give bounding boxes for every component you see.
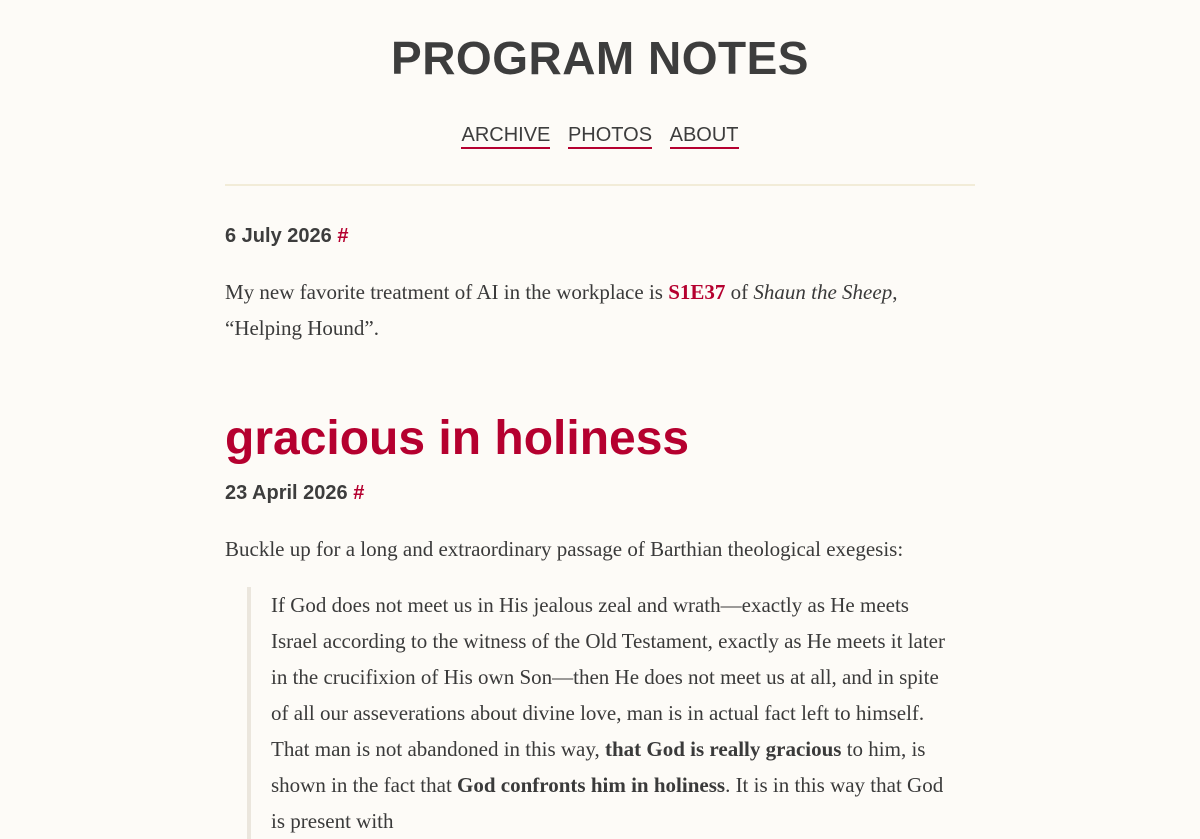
quote-text: . It is in this way that God is present with: [271, 773, 944, 833]
post-body-text: , “Helping Hound”.: [225, 280, 898, 340]
post-body-text: My new favorite treatment of AI in the workplace is: [225, 280, 669, 304]
quote-emphasis: God confronts him in holiness: [457, 773, 726, 797]
post-permalink[interactable]: #: [353, 482, 365, 504]
header-divider: [225, 184, 975, 186]
site-title[interactable]: PROGRAM NOTES: [391, 32, 809, 84]
post: [225, 410, 975, 839]
post: [225, 224, 975, 346]
blockquote: [247, 587, 951, 839]
post-intro: Buckle up for a long and extraordinary passage of Barthian theological exegesis:: [225, 537, 904, 561]
nav-archive-link[interactable]: ARCHIVE: [461, 124, 550, 149]
quote-text: to him, is shown in the fact that: [271, 737, 926, 797]
site-header: [0, 0, 1200, 147]
main-content: [225, 224, 975, 839]
post-body: [225, 274, 975, 346]
nav-photos-link[interactable]: PHOTOS: [568, 124, 652, 149]
post-title[interactable]: gracious in holiness: [225, 412, 690, 465]
post-permalink[interactable]: #: [337, 225, 349, 247]
post-date-text: 6 July 2026: [225, 225, 332, 247]
show-title: Shaun the Sheep: [753, 280, 893, 304]
episode-link[interactable]: S1E37: [668, 280, 726, 304]
post-body-text: of: [725, 280, 754, 304]
post-date-text: 23 April 2026: [225, 482, 348, 504]
post-date: [225, 224, 975, 248]
quote-emphasis: that God is really gracious: [605, 737, 842, 761]
site-nav: [0, 123, 1200, 147]
post-date: [225, 481, 975, 505]
quote-text: If God does not meet us in His jealous zeal and wrath—exactly as He meets Israel according to the witness of the Old Testament, exactly as He meets it later in the crucifixion of His own Son—then He does not meet us at all, and in spite of all our asseverations about divine love, man is in actual fact left to himself. That man is not abandoned in this way,: [271, 593, 945, 761]
nav-about-link[interactable]: ABOUT: [670, 124, 739, 149]
